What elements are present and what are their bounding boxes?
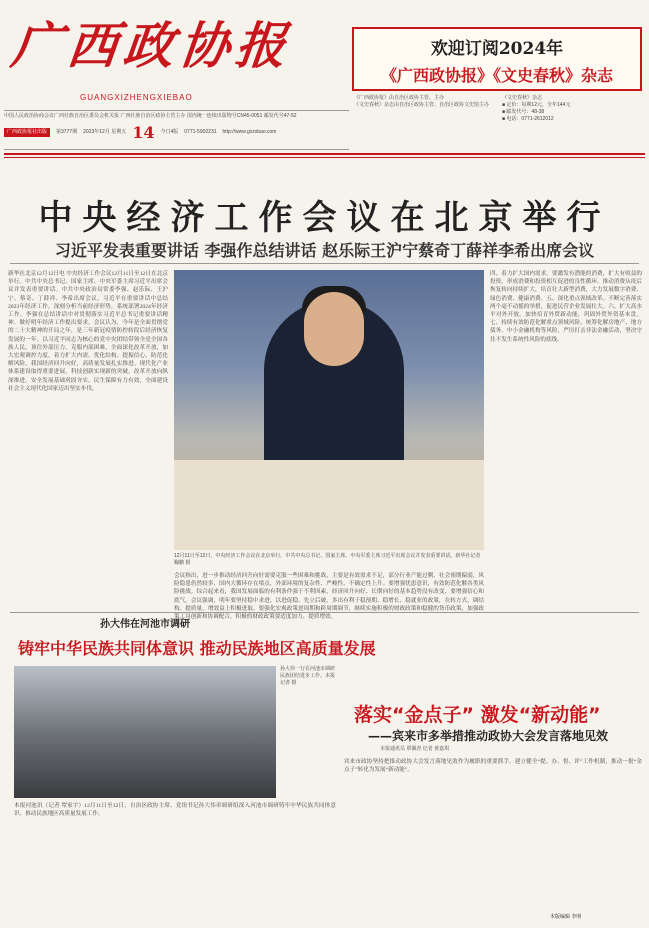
desk — [174, 460, 484, 550]
section2-kicker: 孙大伟在河池市调研 — [100, 619, 190, 630]
issue-number: 第3777期 — [56, 129, 78, 135]
lead-photo — [174, 270, 484, 550]
subscription-promo[interactable] — [352, 27, 642, 91]
section-divider — [10, 612, 639, 613]
section2-photo-caption: 孙大伟一行在河池市调研民族团结进步工作。本报记者 摄 — [280, 666, 336, 686]
promo-line1: 欢迎订阅2024年 — [430, 39, 564, 59]
masthead-pinyin: GUANGXIZHENGXIEBAO — [80, 93, 193, 102]
masthead-title: 广西政协报 — [8, 16, 295, 75]
issue-day: 14 — [132, 123, 155, 142]
section3-text: 宾来市政协坚持把推动政协大会发言落地见效作为履职的重要抓手，建立健全“提、办、督、评”工作机制，推动一批“金点子”转化为发展“新动能”。 — [344, 759, 642, 774]
section2-title: 铸牢中华民族共同体意识 推动民族地区高质量发展 — [18, 639, 376, 658]
section2-photo — [14, 666, 276, 798]
infobar-line1: 中国人民政治协商会议广西壮族自治区委员会机关报 广西壮族自治区政协主管主办 国内统一连续出版物号CN45-0051 邮发代号47-52 — [4, 113, 297, 119]
section3-title: 落实“金点子” 激发“新动能” — [354, 704, 601, 726]
masthead-divider — [4, 153, 645, 155]
phone: 0771-5902231 — [184, 129, 217, 135]
subscription-info — [354, 95, 644, 148]
publisher-label: 广西政协报社出版 — [4, 128, 50, 137]
main-subheadline: 习近平发表重要讲话 李强作总结讲话 赵乐际王沪宁蔡奇丁薛祥李希出席会议 — [54, 241, 595, 260]
person-face — [304, 292, 364, 366]
subscription-right: 《文史春秋》杂志 ■ 定价：每期12元，全年144元 ■ 邮发代号：48-38 ■ 电话：0771-2612012 — [502, 95, 571, 122]
headline-divider — [10, 263, 639, 264]
section3-byline: 本报通讯员 覃佩青 记者 黄嘉琪 — [380, 746, 450, 752]
page-footer-editor: 本版编辑 李明 — [550, 914, 582, 920]
lead-article-col3: 四、着力扩大国内需求。要激发有潜能的消费，扩大有收益的投资，形成消费和投资相互促进的良性循环。推动消费从疫后恢复转向持续扩大，培育壮大新型消费，大力发展数字消费、绿色消费、健康消费。五、深化重点领域改革。不断完善落实两个毫不动摇的举措，促进民营企业发展壮大。六、扩大高水平对外开放。加快培育外贸新动能，巩固外贸外资基本盘。七、持续有效防范化解重点领域风险。统筹化解房地产、地方债务、中小金融机构等风险，严厉打击非法金融活动，坚决守住不发生系统性风险的底线。 — [490, 271, 642, 343]
subscription-left: 《广西政协报》由自治区政协主管、主办 《文史春秋》杂志由自治区政协主管、自治区政协文史馆主办 — [354, 95, 490, 108]
section3-subtitle: ——宾来市多举措推动政协大会发言落地见效 — [368, 729, 609, 743]
section2-text: 本报河池讯（记者 覃家宇）12月11日至12日，自治区政协主席、党组书记孙大伟率调研组深入河池市调研铸牢中华民族共同体意识、推动民族地区高质量发展工作。 — [14, 803, 336, 818]
date-label: 2023年12月 星期五 — [83, 129, 127, 135]
info-bar — [4, 110, 349, 150]
lead-article-col1: 新华社北京12月12日电 中央经济工作会议12月11日至12日在北京举行。中共中央总书记、国家主席、中央军委主席习近平出席会议并发表重要讲话。中共中央政治局常委李强、赵乐际、王沪宁、蔡奇、丁薛祥、李希出席会议。习近平在重要讲话中总结2023年经济工作，深刻分析当前经济形势，系统部署2024年经济工作。李强在总结讲话中对贯彻落实习近平总书记重要讲话精神、做好明年经济工作提出要求。会议认为，今年是全面贯彻党的二十大精神的开局之年，是三年新冠疫情防控转段后经济恢复发展的一年。以习近平同志为核心的党中央团结带领全党全国各族人民，顶住外部压力、克服内部困难，全面深化改革开放，加大宏观调控力度，着力扩大内需、优化结构、提振信心、防范化解风险，我国经济回升向好，高质量发展扎实推进。现代化产业体系建设取得重要进展，科技创新实现新的突破，改革开放向纵深推进，安全发展基础巩固夯实，民生保障有力有效，全面建设社会主义现代化国家迈出坚实步伐。 — [8, 271, 168, 392]
promo-line2: 《广西政协报》《文史春秋》杂志 — [380, 66, 613, 85]
main-headline: 中央经济工作会议在北京举行 — [38, 198, 611, 238]
website-link[interactable]: http://www.gxzxbao.com — [222, 129, 277, 135]
lead-article-col2: 会议指出，进一步推动经济回升向好需要克服一些困难和挑战，主要是有效需求不足，部分行业产能过剩，社会预期偏弱，风险隐患仍然较多，国内大循环存在堵点，外部环境的复杂性、严峻性、不确定性上升。要增强忧患意识，有效防范化解各类风险挑战。综合起来看，我国发展面临的有利条件强于不利因素，经济回升向好、长期向好的基本趋势没有改变，要增强信心和底气。会议强调，明年要坚持稳中求进、以进促稳、先立后破，多出有利于稳预期、稳增长、稳就业的政策，在转方式、调结构、提质量、增效益上积极进取。要强化宏观政策逆周期和跨周期调节，继续实施积极的财政政策和稳健的货币政策，加强政策工具创新和协调配合。积极的财政政策要适度加力、提质增效。 — [174, 573, 484, 621]
masthead-divider-thin — [4, 157, 645, 158]
page-count: 今日4版 — [160, 129, 179, 135]
lead-photo-caption: 12月11日至12日，中央经济工作会议在北京举行。中共中央总书记、国家主席、中央军委主席习近平出席会议并发表重要讲话。新华社记者 鞠鹏 摄 — [174, 553, 481, 566]
